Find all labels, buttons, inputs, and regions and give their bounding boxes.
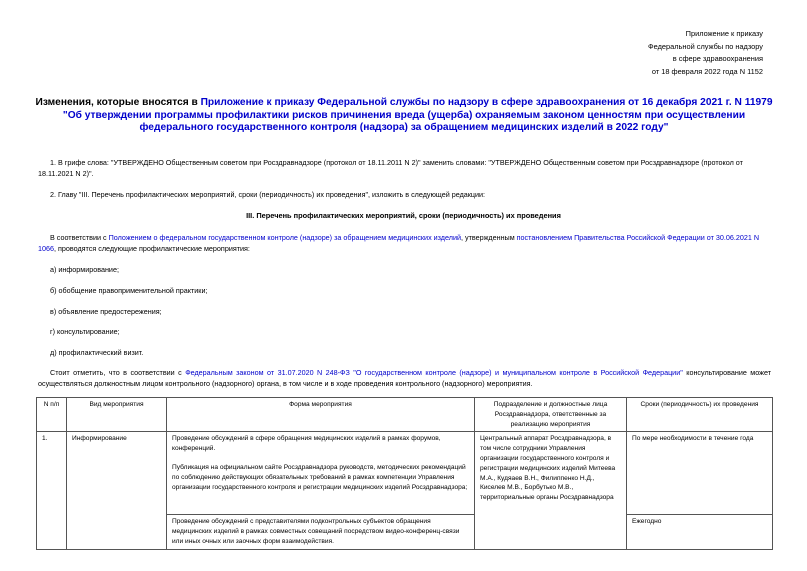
regulation-link[interactable]: Положением о федеральном государственном контроле (надзоре) за обращением медицинских изделий xyxy=(108,233,461,242)
term-cell: По мере необходимости в течение года xyxy=(627,432,773,515)
form-text: Проведение обсуждений в сфере обращения медицинских изделий в рамках форумов, конференций. xyxy=(172,435,441,453)
header-cell: Вид мероприятия xyxy=(67,398,167,432)
approval-line: Федеральной службы по надзору xyxy=(648,41,763,51)
measure-form-cell xyxy=(167,432,475,515)
list-item: г) консультирование; xyxy=(50,327,120,336)
title-link[interactable]: Приложение к приказу Федеральной службы по надзору в сфере здравоохранения от 16 декабря 2021 г. N 11979 "Об утверждении программы профилактики рисков причинения вреда (ущерба) охраняемым законом ценностям при осуществлении федерального государственного контроля (надзора) за обращением медицинских изделий в 2022 году" xyxy=(62,97,773,134)
paragraph-2: 2. Главу "III. Перечень профилактических мероприятий, сроки (периодичность) их проведения", изложить в следующей редакции: xyxy=(50,190,486,199)
form-text: Публикация на официальном сайте Росздравнадзора руководств, методических рекомендаций по соблюдению действующих обязательных требований в рамках компетенции Управления организации государственного контроля и регистрации медицинских изделий Росздравнадзора; xyxy=(172,463,468,491)
paragraph-1-line-1: 1. В грифе слова: "УТВЕРЖДЕНО Общественным советом при Росздравнадзоре (протокол от 18.11.2011 N 2)" заменить словами: "УТВЕРЖДЕНО Общественным советом при Росздравнадзоре (протокол от xyxy=(50,158,743,167)
row-number-cell: 1. xyxy=(37,432,67,549)
term-cell: Ежегодно xyxy=(627,515,773,549)
resolution-link[interactable]: постановлением Правительства Российской Федерации от 30.06.2021 N 1066 xyxy=(38,233,760,253)
department-cell: Центральный аппарат Росздравнадзора, в том числе сотрудники Управления организации государственного контроля и регистрации медицинских изделий Митеева М.А., Кудяаев В.Н., Филиппенко Н.Д., Киселев М.В., Борбутько М.В., территориальные органы Росздравнадзора xyxy=(475,432,627,549)
paragraph-4-text: консультирование может осуществляться должностным лицом контрольного (надзорного) органа, в том числе и в ходе проведения контрольного (надзорного) мероприятия. xyxy=(38,368,771,388)
paragraph-4 xyxy=(38,367,771,389)
approval-block xyxy=(648,28,763,78)
paragraph-3 xyxy=(38,232,771,254)
measure-form-cell: Проведение обсуждений с представителями подконтрольных субъектов обращения медицинских изделий в рамках совместных совещаний посредством видео-конференц-связи или иных очных или заочных форм взаимодействия. xyxy=(167,515,475,549)
paragraph-1 xyxy=(50,157,787,168)
title-text: Изменения, которые вносятся в xyxy=(35,97,201,108)
paragraph-3-text: , проводятся следующие профилактические мероприятия: xyxy=(54,244,250,253)
header-cell: Сроки (периодичность) их проведения xyxy=(627,398,773,432)
section-heading: III. Перечень профилактических мероприятий, сроки (периодичность) их проведения xyxy=(246,211,561,220)
approval-line: Приложение к приказу xyxy=(685,29,763,38)
approval-line: в сфере здравоохранения xyxy=(672,54,763,63)
federal-law-link[interactable]: Федеральным законом от 31.07.2020 N 248-ФЗ "О государственном контроле (надзоре) и муниципальном контроле в Российской Федерации" xyxy=(185,368,683,377)
list-item: в) объявление предостережения; xyxy=(50,307,162,316)
list-item: д) профилактический визит. xyxy=(50,348,144,357)
approval-line: от 18 февраля 2022 года N 1152 xyxy=(651,66,763,76)
header-cell: Форма мероприятия xyxy=(167,398,475,432)
header-cell: N п/п xyxy=(37,398,67,432)
measures-table xyxy=(36,397,773,550)
table-header-row xyxy=(37,398,773,432)
document-title xyxy=(28,97,780,135)
measure-type-cell: Информирование xyxy=(67,432,167,549)
paragraph-3-text: В соответствии с xyxy=(50,233,109,242)
paragraph-1-line-2: 18.11.2021 N 2)". xyxy=(38,169,94,178)
paragraph-4-text: Стоит отметить, что в соответствии с xyxy=(50,368,186,377)
list-item: б) обобщение правоприменительной практики; xyxy=(50,286,208,295)
header-cell: Подразделение и должностные лица Росздравнадзора, ответственные за реализацию мероприятия xyxy=(475,398,627,432)
table-row xyxy=(37,432,773,515)
list-item: а) информирование; xyxy=(50,265,119,274)
paragraph-3-text: , утвержденным xyxy=(461,233,517,242)
